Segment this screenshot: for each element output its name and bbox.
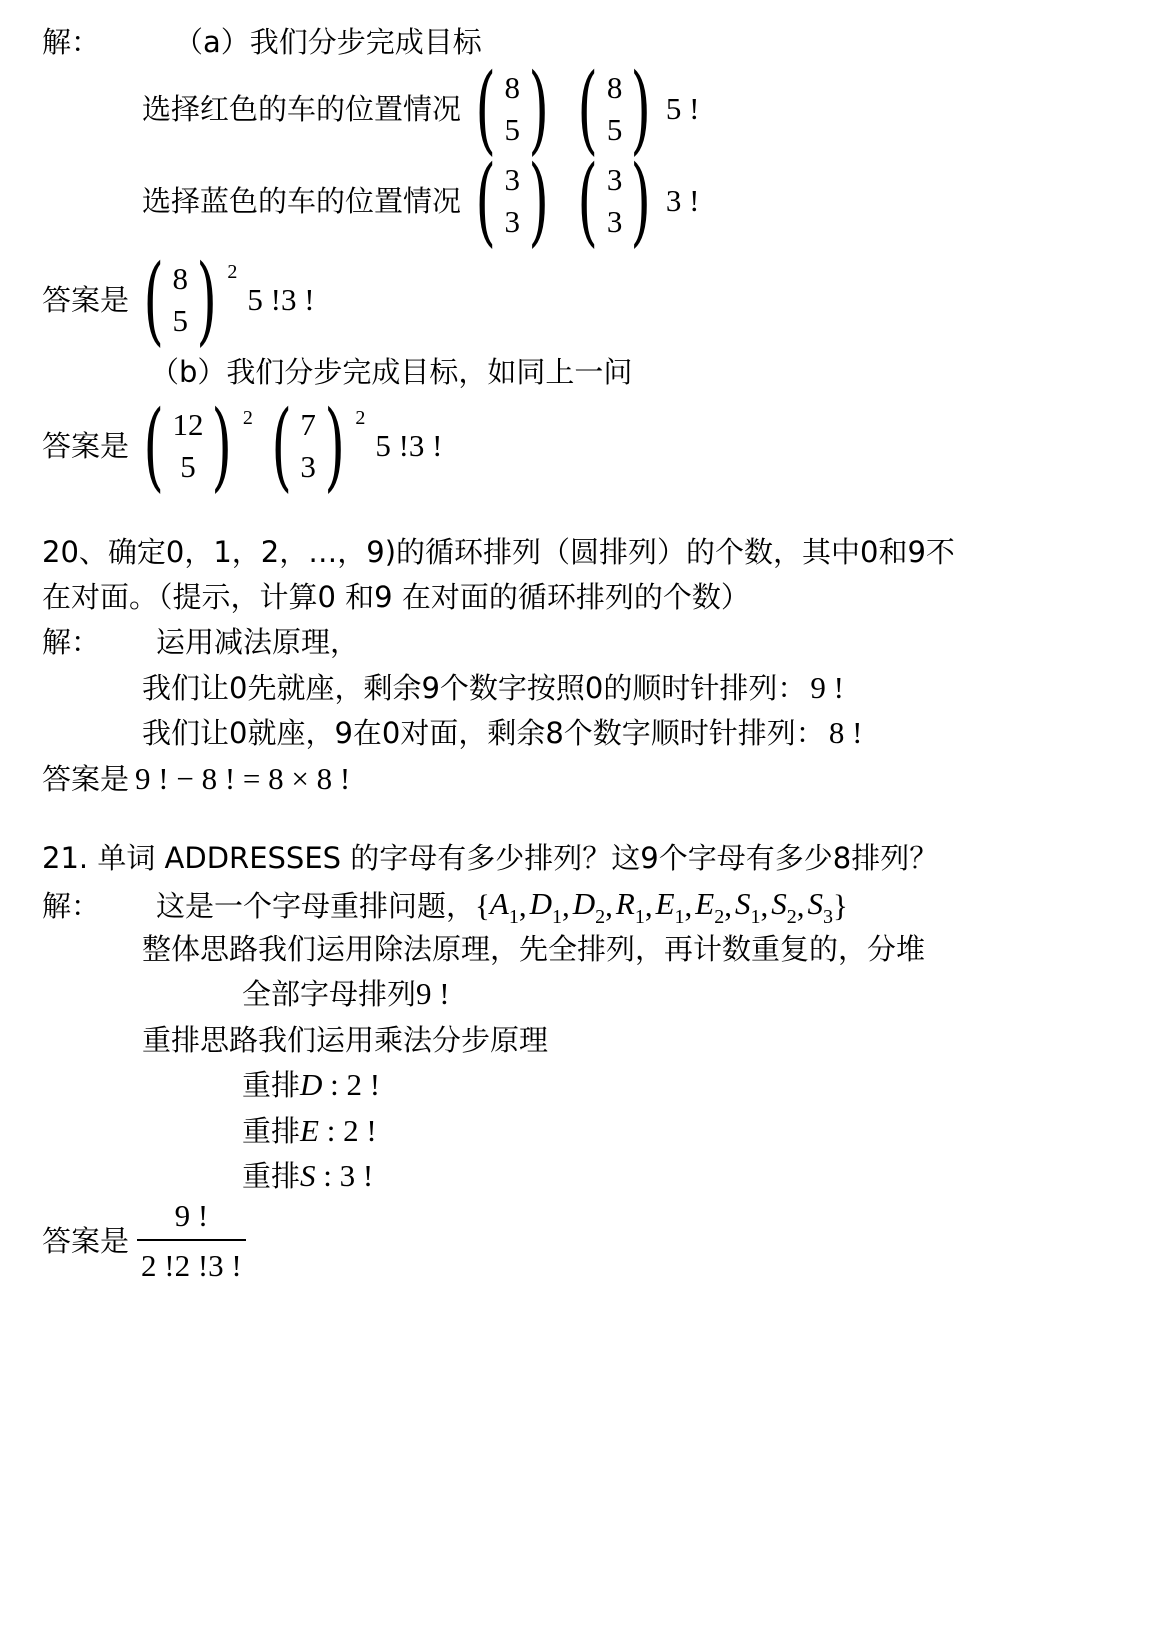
answer-fraction <box>137 1197 246 1285</box>
letter-subscript: 1 <box>552 906 562 928</box>
binom-top: 12 <box>172 407 204 442</box>
solution-label: 解： <box>42 625 101 659</box>
letter-subscript: 2 <box>786 906 797 928</box>
set-letter <box>616 884 645 928</box>
binom-red-1: ( 8 5 ) <box>475 53 549 165</box>
letter-subscript: 1 <box>508 906 519 928</box>
p20-solution-line-3 <box>142 713 862 753</box>
rearrange-math: : 2 ! <box>322 1067 381 1102</box>
question-text: 在对面。（提示，计算0 和9 在对面的循环排列的个数） <box>42 580 750 614</box>
exponent: 2 <box>227 261 238 283</box>
letter-subscript: 3 <box>822 906 833 928</box>
part-a-heading: （a）我们分步完成目标 <box>174 25 482 59</box>
red-factorial: 5 ! <box>665 91 700 126</box>
binom-top: 8 <box>172 261 188 296</box>
solution-text: 全部字母排列 <box>242 977 417 1011</box>
p19-blue-line <box>142 145 700 257</box>
set-comma: , <box>724 888 732 923</box>
binom-blue-2: ( 3 3 ) <box>577 145 652 257</box>
part-b-heading: （b）我们分步完成目标，如同上一问 <box>150 355 633 389</box>
binom-bottom: 3 <box>300 449 316 484</box>
letter-subscript: 1 <box>750 906 761 928</box>
letter: E <box>655 886 675 921</box>
p21-solution-line-4 <box>142 1020 548 1060</box>
p19-red-line <box>142 53 700 165</box>
question-text: 20、确定0，1，2，…，9)的循环排列（圆排列）的个数，其中0和9不 <box>42 535 955 569</box>
solution-text: 我们让0先就座，剩余9个数字按照0的顺时针排列： <box>142 671 807 705</box>
set-comma: , <box>684 888 693 923</box>
p20-question-line-1 <box>42 532 955 572</box>
rearrange-var: D <box>300 1067 323 1102</box>
letter: A <box>489 886 509 921</box>
letter: S <box>734 886 751 921</box>
red-car-text: 选择红色的车的位置情况 <box>142 92 462 126</box>
set-comma: , <box>562 888 570 923</box>
p20-question-line-2 <box>42 577 750 617</box>
question-text: 21. 单词 ADDRESSES 的字母有多少排列？这9个字母有多少8排列？ <box>42 841 939 875</box>
answer-math: 9 ! − 8 ! = 8 × 8 ! <box>135 761 351 796</box>
letter: R <box>615 886 635 921</box>
set-letter <box>735 884 761 928</box>
set-letter <box>695 884 724 928</box>
solution-text: 这是一个字母重排问题， <box>156 889 476 923</box>
p21-rearrange-e <box>242 1111 377 1151</box>
solution-text: 整体思路我们运用除法原理，先全排列，再计数重复的，分堆 <box>142 932 926 966</box>
p19-answer-b <box>42 390 443 502</box>
solution-text: 运用减法原理， <box>156 625 360 659</box>
p19-answer-a <box>42 244 315 356</box>
set-comma: , <box>644 888 653 923</box>
p21-rearrange-d <box>242 1065 380 1105</box>
fraction-denominator: 2 !2 !3 ! <box>137 1239 246 1285</box>
p19-head-line <box>42 22 482 62</box>
letter: S <box>807 886 823 921</box>
solution-text: 我们让0就座，9在0对面，剩余8个数字顺时针排列： <box>142 716 825 750</box>
p21-answer-line <box>42 1196 246 1286</box>
binom-top: 3 <box>606 162 623 197</box>
factorial-math: 9 ! <box>416 976 450 1011</box>
letter-subscript: 1 <box>634 906 645 928</box>
letter-subscript: 2 <box>595 906 606 928</box>
binom-bottom: 5 <box>172 303 188 338</box>
binom-bottom: 5 <box>180 449 196 484</box>
binom-bottom: 5 <box>606 112 623 147</box>
p21-solution-line-3 <box>242 974 450 1014</box>
exponent: 2 <box>355 407 366 429</box>
binom-answer-a: ( 8 5 ) <box>143 244 217 356</box>
binom-red-2: ( 8 5 ) <box>577 53 652 165</box>
rearrange-text: 重排 <box>242 1114 301 1148</box>
answer-label: 答案是 <box>42 429 130 463</box>
letter: E <box>695 886 715 921</box>
set-letter <box>807 884 833 928</box>
fraction-numerator: 9 ! <box>174 1198 209 1233</box>
answer-b-tail: 5 !3 ! <box>375 428 443 463</box>
rearrange-text: 重排 <box>242 1068 301 1102</box>
answer-label: 答案是 <box>42 762 130 796</box>
solution-text: 重排思路我们运用乘法分步原理 <box>142 1023 549 1057</box>
binom-top: 7 <box>300 407 316 442</box>
blue-car-text: 选择蓝色的车的位置情况 <box>142 184 462 218</box>
binom-answer-b-1: ( 12 5 ) <box>143 390 233 502</box>
binom-bottom: 5 <box>504 112 520 147</box>
binom-top: 8 <box>504 70 520 105</box>
set-comma: , <box>518 888 527 923</box>
letter-subscript: 2 <box>714 906 725 928</box>
rearrange-math: : 2 ! <box>318 1113 377 1148</box>
set-comma: , <box>760 888 769 923</box>
rearrange-var: S <box>300 1158 316 1193</box>
p21-solution-line-1 <box>42 884 848 928</box>
p20-solution-line-2 <box>142 668 844 708</box>
answer-a-tail: 5 !3 ! <box>247 282 315 317</box>
binom-blue-1: ( 3 3 ) <box>475 145 549 257</box>
set-comma: , <box>796 888 805 923</box>
factorial-math: 8 ! <box>828 715 863 750</box>
factorial-math: 9 ! <box>810 670 844 705</box>
letter: S <box>771 886 787 921</box>
letter: D <box>529 886 552 921</box>
set-letter <box>530 884 562 928</box>
set-letter <box>490 884 519 928</box>
p21-question-line <box>42 838 938 878</box>
rearrange-math: : 3 ! <box>315 1158 374 1193</box>
binom-top: 3 <box>504 162 520 197</box>
set-open-brace: { <box>475 888 490 923</box>
exponent: 2 <box>242 407 253 429</box>
rearrange-var: E <box>300 1113 319 1148</box>
letter-subscript: 1 <box>674 906 685 928</box>
set-letter <box>573 884 605 928</box>
letter-set <box>490 884 833 928</box>
set-comma: , <box>605 888 613 923</box>
rearrange-text: 重排 <box>242 1159 301 1193</box>
p20-solution-line-1 <box>42 622 359 662</box>
blue-factorial: 3 ! <box>665 183 700 218</box>
letter: D <box>572 886 596 921</box>
binom-bottom: 3 <box>504 204 520 239</box>
set-letter <box>656 884 685 928</box>
solution-label: 解： <box>42 889 101 923</box>
binom-bottom: 3 <box>606 204 623 239</box>
set-letter <box>771 884 797 928</box>
answer-label: 答案是 <box>42 1224 130 1258</box>
set-close-brace: } <box>832 888 848 923</box>
answer-label: 答案是 <box>42 283 130 317</box>
p20-answer-line <box>42 759 350 799</box>
binom-top: 8 <box>606 70 623 105</box>
p19-part-b-line <box>150 352 632 392</box>
p21-solution-line-2 <box>142 929 925 969</box>
binom-answer-b-2: ( 7 3 ) <box>271 390 345 502</box>
p21-rearrange-s <box>242 1156 373 1196</box>
solution-label: 解： <box>42 25 101 59</box>
